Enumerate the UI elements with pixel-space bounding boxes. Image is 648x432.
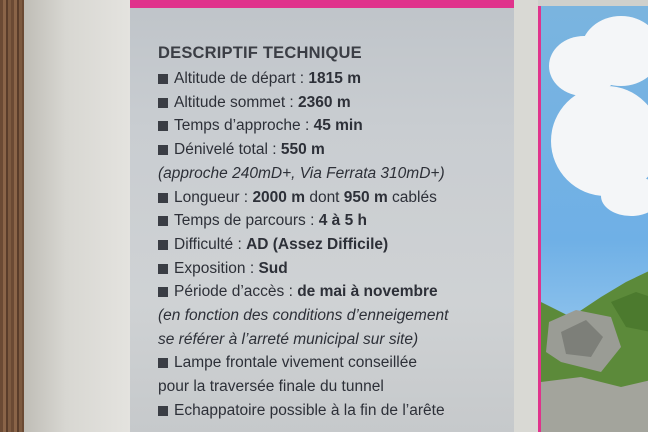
list-continuation: pour la traversée finale du tunnel xyxy=(158,378,384,396)
list-note: (en fonction des conditions d’enneigement xyxy=(158,307,449,325)
sign-frame xyxy=(24,0,130,432)
square-bullet-icon xyxy=(158,193,168,203)
list-item: Altitude sommet : 2360 m xyxy=(158,91,514,115)
square-bullet-icon xyxy=(158,264,168,274)
mountain-photo xyxy=(538,6,648,432)
list-item: Difficulté : AD (Assez Difficile) xyxy=(158,233,514,257)
mountain-rocks xyxy=(541,262,648,432)
square-bullet-icon xyxy=(158,98,168,108)
square-bullet-icon xyxy=(158,145,168,155)
square-bullet-icon xyxy=(158,74,168,84)
list-item: Dénivelé total : 550 m xyxy=(158,138,514,162)
list-note: (approche 240mD+, Via Ferrata 310mD+) xyxy=(158,164,445,182)
square-bullet-icon xyxy=(158,287,168,297)
list-item: Longueur : 2000 m dont 950 m cablés xyxy=(158,186,514,210)
pink-header-bar xyxy=(130,0,514,8)
list-item: Echappatoire possible à la fin de l’arête xyxy=(158,399,514,423)
technical-description xyxy=(158,44,514,423)
square-bullet-icon xyxy=(158,406,168,416)
list-item: Altitude de départ : 1815 m xyxy=(158,67,514,91)
panel-gap xyxy=(514,0,538,432)
square-bullet-icon xyxy=(158,121,168,131)
section-heading: DESCRIPTIF TECHNIQUE xyxy=(158,44,362,62)
list-note: se référer à l’arreté municipal sur site) xyxy=(158,330,419,348)
list-item: Exposition : Sud xyxy=(158,257,514,281)
square-bullet-icon xyxy=(158,216,168,226)
list-item: Lampe frontale vivement conseillée xyxy=(158,351,514,375)
list-item: Temps de parcours : 4 à 5 h xyxy=(158,209,514,233)
wooden-post xyxy=(0,0,24,432)
list-item: Temps d’approche : 45 min xyxy=(158,114,514,138)
square-bullet-icon xyxy=(158,358,168,368)
list-item: Période d’accès : de mai à novembre xyxy=(158,280,514,304)
square-bullet-icon xyxy=(158,240,168,250)
cloud xyxy=(601,176,648,216)
